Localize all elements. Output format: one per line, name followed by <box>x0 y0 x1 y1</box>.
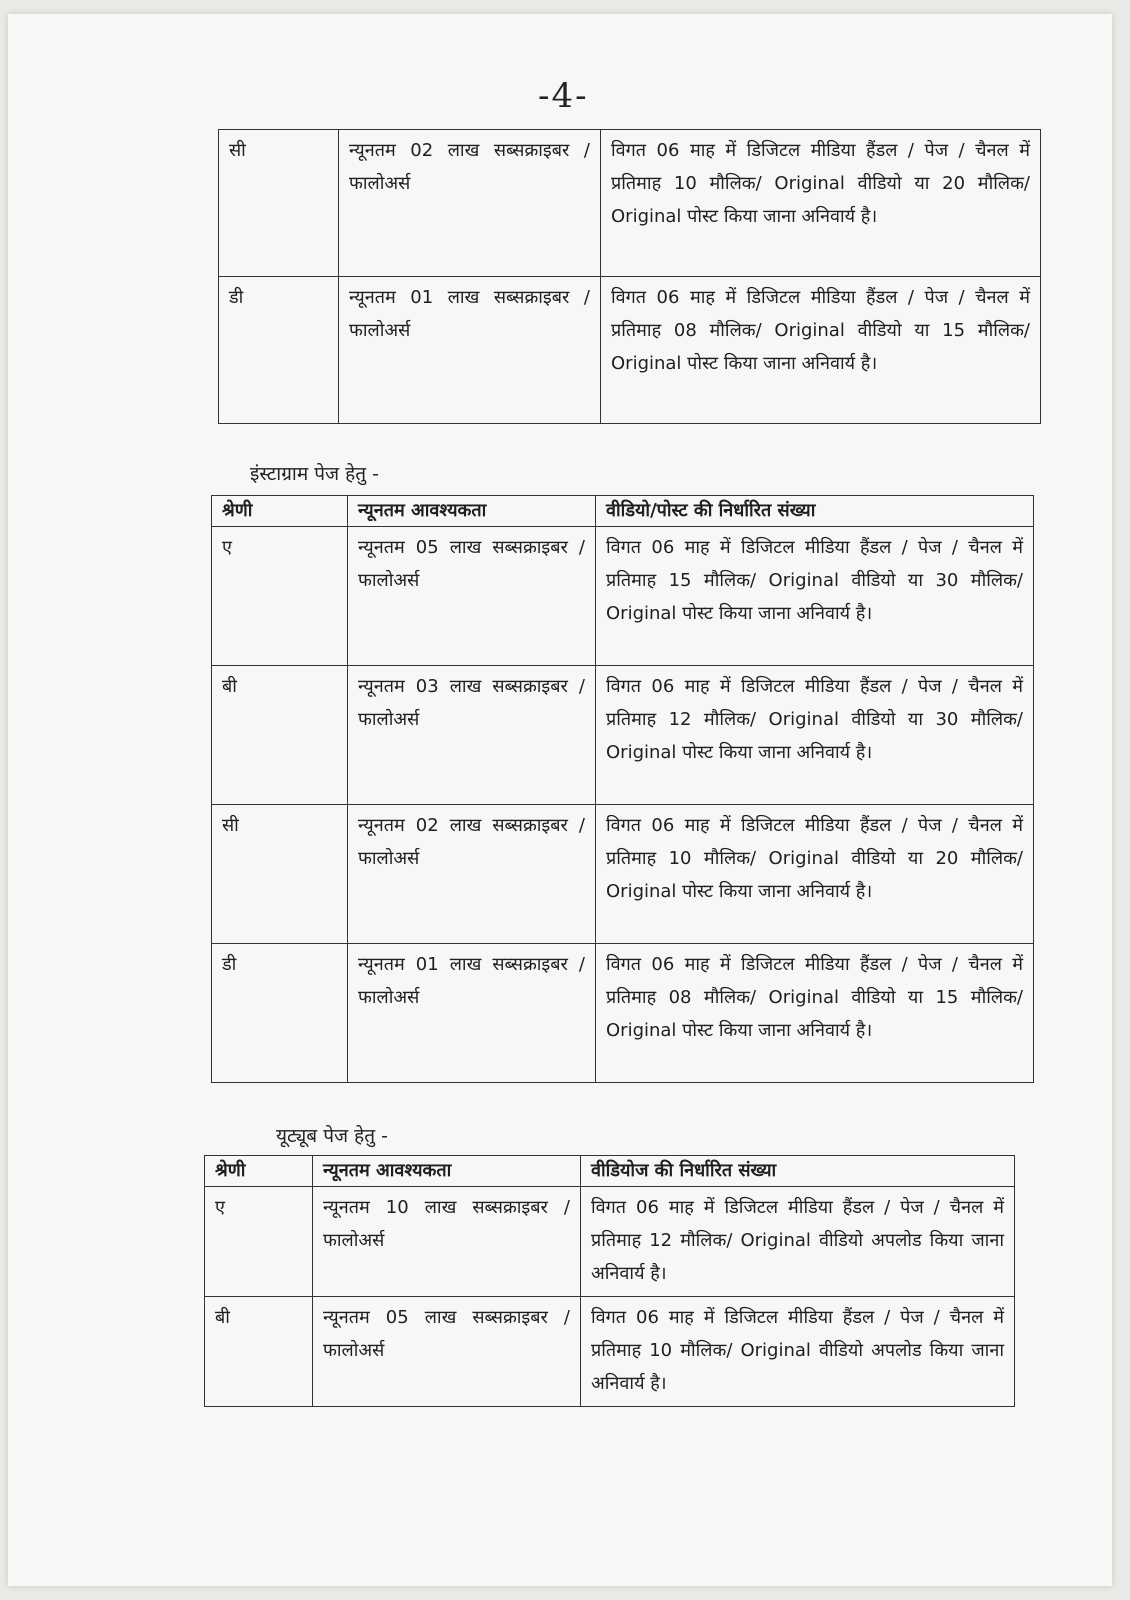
table-header-row <box>205 1156 1015 1187</box>
column-header-requirement: न्यूनतम आवश्यकता <box>348 496 596 527</box>
table-row <box>212 527 1034 666</box>
column-header-count: वीडियोज की निर्धारित संख्या <box>581 1156 1015 1187</box>
description-cell: विगत 06 माह में डिजिटल मीडिया हैंडल / पेज / चैनल में प्रतिमाह 15 मौलिक/ Original वीडियो या 30 मौलिक/ Original पोस्ट किया जाना अनिवार्य है। <box>596 527 1034 666</box>
table-row <box>219 277 1041 424</box>
table-row <box>212 944 1034 1083</box>
requirement-cell: न्यूनतम 01 लाख सब्सक्राइबर / फालोअर्स <box>348 944 596 1083</box>
category-cell: ए <box>205 1187 313 1297</box>
table-row <box>205 1187 1015 1297</box>
description-cell: विगत 06 माह में डिजिटल मीडिया हैंडल / पेज / चैनल में प्रतिमाह 10 मौलिक/ Original वीडियो या 20 मौलिक/ Original पोस्ट किया जाना अनिवार्य है। <box>601 130 1041 277</box>
table-header-row <box>212 496 1034 527</box>
description-cell: विगत 06 माह में डिजिटल मीडिया हैंडल / पेज / चैनल में प्रतिमाह 12 मौलिक/ Original वीडियो या 30 मौलिक/ Original पोस्ट किया जाना अनिवार्य है। <box>596 666 1034 805</box>
column-header-category: श्रेणी <box>212 496 348 527</box>
requirement-cell: न्यूनतम 02 लाख सब्सक्राइबर / फालोअर्स <box>339 130 601 277</box>
table-row <box>212 805 1034 944</box>
category-cell: डी <box>212 944 348 1083</box>
page-number: -4- <box>538 76 589 116</box>
description-cell: विगत 06 माह में डिजिटल मीडिया हैंडल / पेज / चैनल में प्रतिमाह 08 मौलिक/ Original वीडियो या 15 मौलिक/ Original पोस्ट किया जाना अनिवार्य है। <box>601 277 1041 424</box>
requirement-cell: न्यूनतम 01 लाख सब्सक्राइबर / फालोअर्स <box>339 277 601 424</box>
category-cell: सी <box>212 805 348 944</box>
requirement-cell: न्यूनतम 03 लाख सब्सक्राइबर / फालोअर्स <box>348 666 596 805</box>
table-row <box>212 666 1034 805</box>
column-header-requirement: न्यूनतम आवश्यकता <box>313 1156 581 1187</box>
youtube-category-table <box>204 1155 1015 1407</box>
column-header-category: श्रेणी <box>205 1156 313 1187</box>
category-table-continued <box>218 129 1041 424</box>
description-cell: विगत 06 माह में डिजिटल मीडिया हैंडल / पेज / चैनल में प्रतिमाह 10 मौलिक/ Original वीडियो अपलोड किया जाना अनिवार्य है। <box>581 1297 1015 1407</box>
requirement-cell: न्यूनतम 05 लाख सब्सक्राइबर / फालोअर्स <box>348 527 596 666</box>
table-row <box>205 1297 1015 1407</box>
requirement-cell: न्यूनतम 02 लाख सब्सक्राइबर / फालोअर्स <box>348 805 596 944</box>
document-page <box>8 14 1112 1586</box>
description-cell: विगत 06 माह में डिजिटल मीडिया हैंडल / पेज / चैनल में प्रतिमाह 12 मौलिक/ Original वीडियो अपलोड किया जाना अनिवार्य है। <box>581 1187 1015 1297</box>
instagram-category-table <box>211 495 1034 1083</box>
category-cell: डी <box>219 277 339 424</box>
description-cell: विगत 06 माह में डिजिटल मीडिया हैंडल / पेज / चैनल में प्रतिमाह 10 मौलिक/ Original वीडियो या 20 मौलिक/ Original पोस्ट किया जाना अनिवार्य है। <box>596 805 1034 944</box>
category-cell: बी <box>212 666 348 805</box>
category-cell: ए <box>212 527 348 666</box>
requirement-cell: न्यूनतम 05 लाख सब्सक्राइबर / फालोअर्स <box>313 1297 581 1407</box>
category-cell: बी <box>205 1297 313 1407</box>
column-header-count: वीडियो/पोस्ट की निर्धारित संख्या <box>596 496 1034 527</box>
description-cell: विगत 06 माह में डिजिटल मीडिया हैंडल / पेज / चैनल में प्रतिमाह 08 मौलिक/ Original वीडियो या 15 मौलिक/ Original पोस्ट किया जाना अनिवार्य है। <box>596 944 1034 1083</box>
requirement-cell: न्यूनतम 10 लाख सब्सक्राइबर / फालोअर्स <box>313 1187 581 1297</box>
table-row <box>219 130 1041 277</box>
instagram-section-heading: इंस्टाग्राम पेज हेतु - <box>250 463 379 485</box>
category-cell: सी <box>219 130 339 277</box>
youtube-section-heading: यूट्यूब पेज हेतु - <box>276 1125 388 1147</box>
